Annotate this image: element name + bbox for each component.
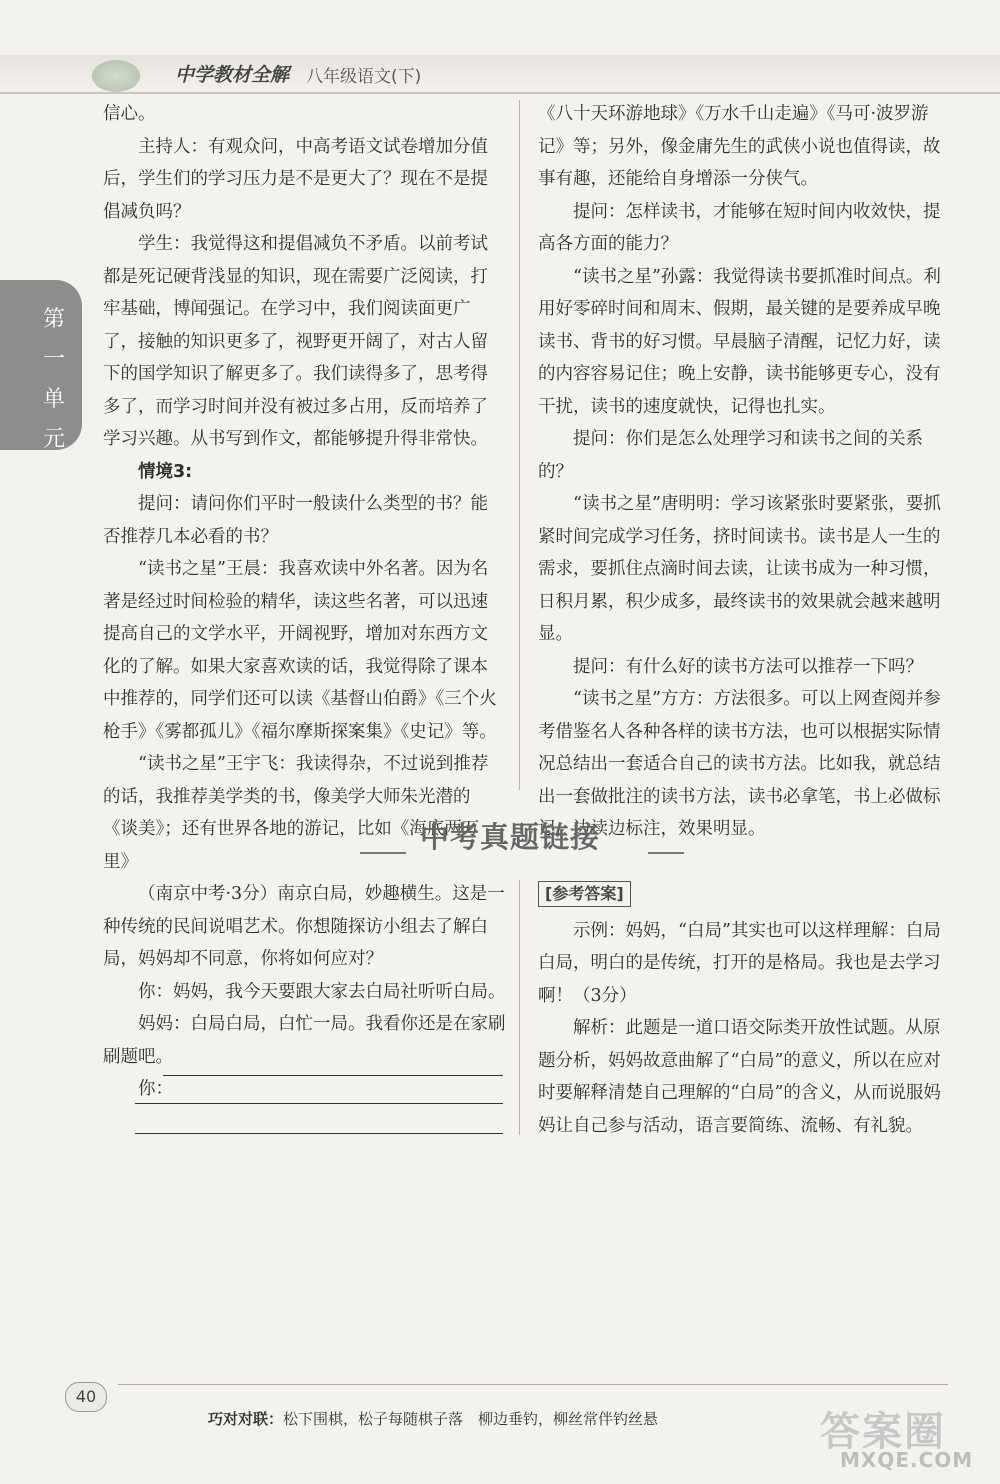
section-rule-left	[360, 852, 406, 854]
paragraph: 你：妈妈，我今天要跟大家去白局社听听白局。	[138, 981, 506, 1002]
header-rule	[0, 92, 1000, 94]
exam-question	[103, 878, 508, 1106]
answer-tag: [参考答案]	[538, 881, 631, 907]
answer-blank-line	[135, 1133, 503, 1134]
paragraph: “读书之星”王宇飞：我读得杂，不过说到推荐的话，我推荐美学类的书，像美学大师朱光潜的《谈美》；还有世界各地的游记，比如《海底两万里》	[103, 754, 489, 872]
section-rule-right	[648, 852, 684, 854]
paragraph: “读书之星”唐明明：学习该紧张时要紧张，要抓紧时间完成学习任务，挤时间读书。读书是人一生的需求，要抓住点滴时间去读，让读书成为一种习惯，日积月累，积少成多，最终读书的效果就会越来越明显。	[538, 494, 941, 644]
unit-side-tab-label: 第一单元	[42, 307, 65, 452]
paragraph: 主持人：有观众问，中高考语文试卷增加分值后，学生们的学习压力是不是更大了？现在不是提倡减负吗？	[103, 136, 488, 222]
watermark-cn: 答案圈	[820, 1409, 946, 1455]
scenario-heading: 情境3:	[138, 461, 193, 482]
reference-answer	[538, 878, 948, 1142]
header-band	[0, 55, 1000, 95]
watermark-logo	[820, 1400, 990, 1480]
paragraph: 妈妈：白局白局，白忙一局。我看你还是在家刷刷题吧。	[103, 1014, 506, 1067]
paragraph: 提问：请问你们平时一般读什么类型的书？能否推荐几本必看的书？	[103, 494, 488, 547]
footer-couplet	[208, 1408, 658, 1429]
book-title: 中学教材全解	[175, 64, 290, 86]
paragraph: （南京中考·3分）南京白局，妙趣横生。这是一种传统的民间说唱艺术。你想随探访小组去了解白局，妈妈却不同意，你将如何应对？	[103, 884, 505, 969]
page-number: 40	[65, 1382, 107, 1412]
answer-blank-line	[163, 1075, 503, 1076]
paragraph: 学生：我觉得这和提倡减负不矛盾。以前考试都是死记硬背浅显的知识，现在需要广泛阅读，打牢基础，博闻强记。在学习中，我们阅读面更广了，接触的知识更多了，视野更开阔了，对古人留下的国学知识了解更多了。我们读得多了，思考得多了，而学习时间并没有被过多占用，反而培养了学习兴趣。从书写到作文，都能够提升得非常快。	[103, 234, 488, 449]
footer-rule	[118, 1384, 948, 1385]
paragraph: 提问：有什么好的读书方法可以推荐一下吗？	[573, 656, 923, 677]
couplet-text: 松下围棋，松子每随棋子落 柳边垂钓，柳丝常伴钓丝悬	[283, 1410, 659, 1428]
paragraph: “读书之星”孙露：我觉得读书要抓准时间点。利用好零碎时间和周末、假期，最关键的是要养成早晚读书、背书的好习惯。早晨脑子清醒，记忆力好，读的内容容易记住；晚上安静，读书能够更专心，没有干扰，读书的速度就快，记得也扎实。	[538, 266, 941, 417]
paragraph: “读书之星”王晨：我喜欢读中外名著。因为名著是经过时间检验的精华，读这些名著，可以迅速提高自己的文学水平，开阔视野，增加对东西方文化的了解。如果大家喜欢读的话，我觉得除了课本中推荐的，同学们还可以读《基督山伯爵》《三个火枪手》《雾都孤儿》《福尔摩斯探案集》《史记》等。	[103, 559, 497, 742]
paragraph: 《八十天环游地球》《万水千山走遍》《马可·波罗游记》等；另外，像金庸先生的武侠小说也值得读，故事有趣，还能给自身增添一分侠气。	[538, 104, 941, 189]
answer-divider	[519, 880, 520, 1135]
paragraph: 你：	[138, 1079, 173, 1099]
paragraph: 提问：怎样读书，才能够在短时间内收效快，提高各方面的能力？	[538, 201, 941, 254]
right-column	[538, 98, 948, 846]
paragraph: 提问：你们是怎么处理学习和读书之间的关系的？	[538, 429, 923, 482]
column-divider	[519, 100, 520, 790]
watermark-en: MXQE.COM	[840, 1448, 974, 1472]
paragraph: “读书之星”方方：方法很多。可以上网查阅并参考借鉴名人各种各样的读书方法，也可以根据实际情况总结出一套适合自己的读书方法。比如我，就总结出一套做批注的读书方法，读书必拿笔，书上必做标记，边读边标注，效果明显。	[538, 689, 941, 839]
paragraph: 示例：妈妈，“白局”其实也可以这样理解：白局白局，明白的是传统，打开的是格局。我也是去学习啊！（3分）	[538, 920, 941, 1006]
book-logo-icon	[92, 60, 140, 92]
left-column	[103, 98, 503, 878]
paragraph: 解析：此题是一道口语交际类开放性试题。从原题分析，妈妈故意曲解了“白局”的意义，所以在应对时要解释清楚自己理解的“白局”的含义，从而说服妈妈让自己参与活动，语言要简练、流畅、有礼貌。	[538, 1018, 941, 1136]
couplet-label: 巧对对联：	[208, 1410, 284, 1428]
book-subtitle: 八年级语文(下)	[306, 67, 422, 87]
answer-blank-line	[135, 1103, 503, 1104]
paragraph: 信心。	[103, 104, 156, 124]
section-title: 中考真题链接	[420, 820, 601, 854]
